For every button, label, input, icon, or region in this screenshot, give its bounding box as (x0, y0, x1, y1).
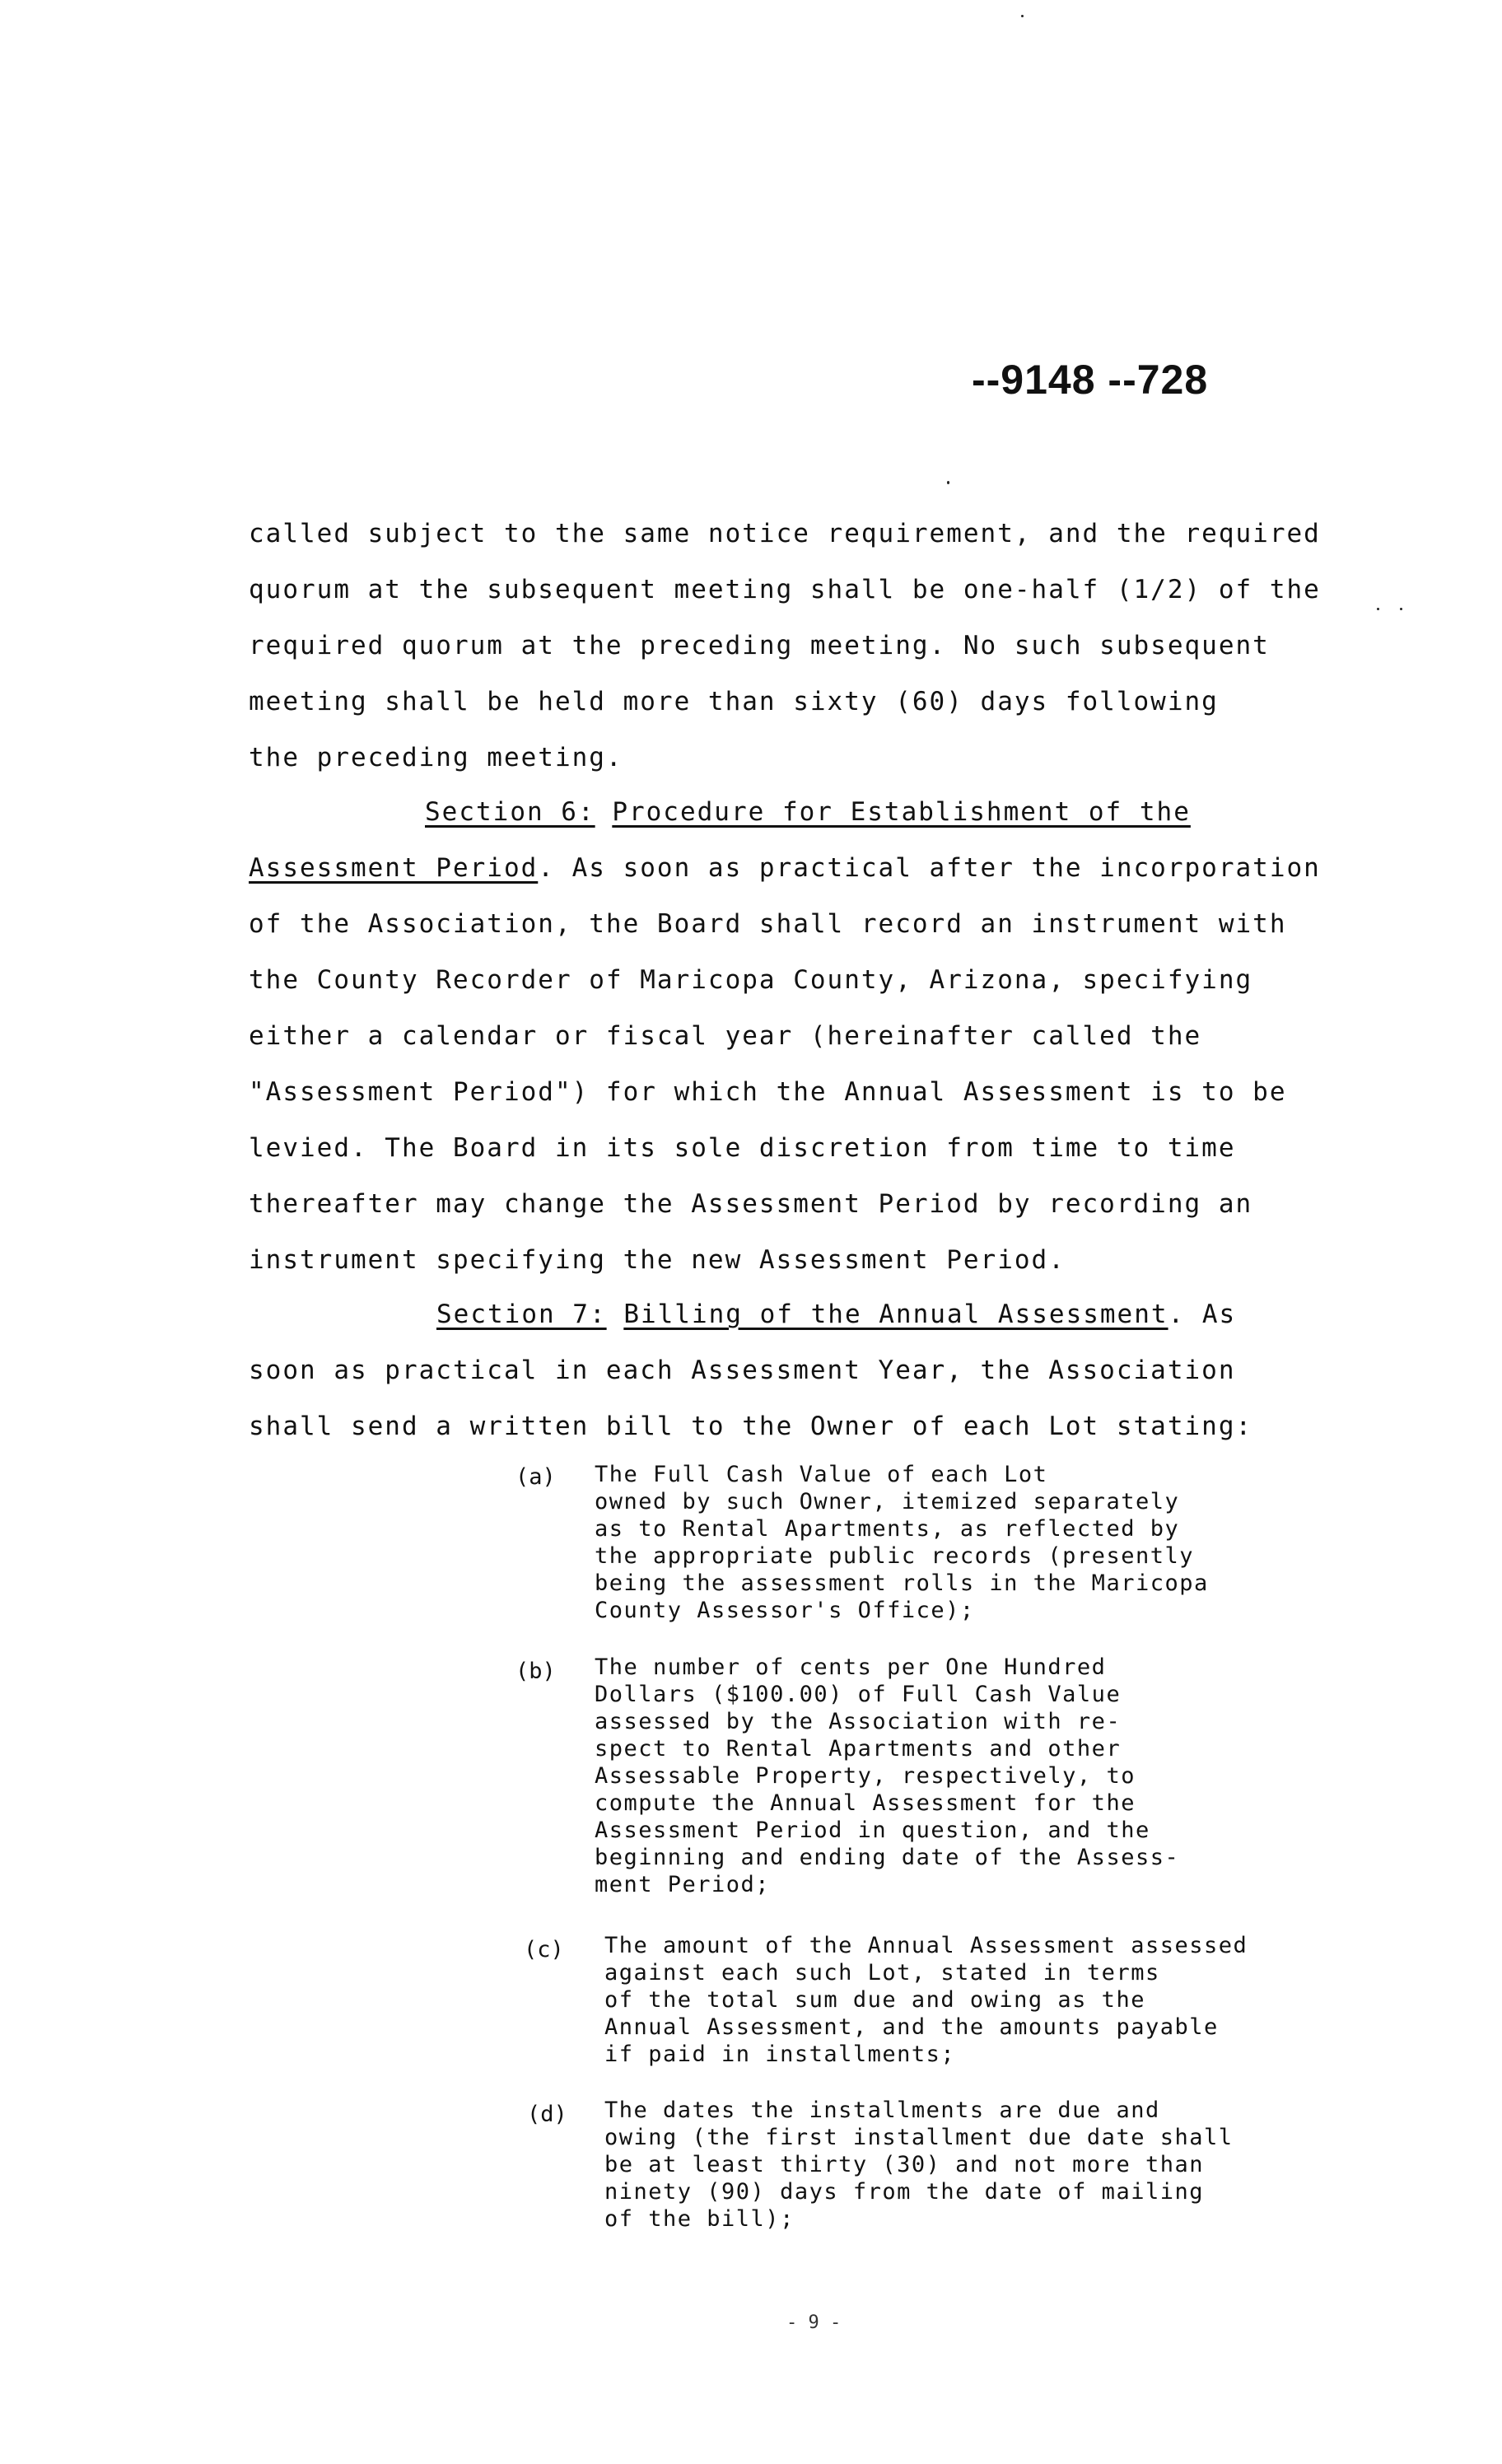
section-6-line: either a calendar or fiscal year (hereinafter called the (249, 1021, 1202, 1051)
item-c-line: Annual Assessment, and the amounts payable (604, 2014, 1219, 2040)
paragraph-line: called subject to the same notice requirement, and the required (249, 519, 1321, 548)
scan-speck (947, 481, 949, 484)
section-7-label: Section 7: (436, 1300, 607, 1329)
item-b-line: ment Period; (595, 1872, 771, 1897)
scan-speck (1021, 15, 1024, 17)
item-c-line: The amount of the Annual Assessment assessed (604, 1933, 1248, 1958)
section-7-heading (436, 1298, 1236, 1331)
item-c-line: if paid in installments; (604, 2042, 956, 2067)
paragraph-line: quorum at the subsequent meeting shall be one-half (1/2) of the (249, 575, 1321, 604)
item-d-line: be at least thirty (30) and not more than (604, 2152, 1204, 2177)
section-6-line: of the Association, the Board shall record an instrument with (249, 909, 1287, 939)
section-6-line: thereafter may change the Assessment Period by recording an (249, 1189, 1253, 1219)
item-c-text (604, 1932, 1248, 2068)
item-b-line: Assessable Property, respectively, to (595, 1763, 1136, 1789)
section-6-line: the County Recorder of Maricopa County, Arizona, specifying (249, 965, 1253, 995)
item-c-label: (c) (524, 1937, 564, 1962)
item-b-line: compute the Annual Assessment for the (595, 1790, 1136, 1816)
section-6-heading (425, 796, 1191, 828)
page-number: - 9 - (786, 2312, 842, 2333)
item-b-line: The number of cents per One Hundred (595, 1654, 1107, 1680)
item-b-line: Assessment Period in question, and the (595, 1818, 1150, 1843)
item-a-line: The Full Cash Value of each Lot (595, 1462, 1048, 1487)
item-a-line: owned by such Owner, itemized separately (595, 1489, 1180, 1514)
item-c-line: of the total sum due and owing as the (604, 1987, 1145, 2013)
item-d-line: The dates the installments are due and (604, 2098, 1160, 2123)
recording-stamp: --9148 --728 (972, 357, 1209, 403)
item-a-line: County Assessor's Office); (595, 1598, 975, 1623)
paragraph-line: meeting shall be held more than sixty (60) days following (249, 687, 1219, 716)
item-a-line: as to Rental Apartments, as reflected by (595, 1516, 1180, 1542)
item-d-line: owing (the first installment due date shall (604, 2125, 1234, 2150)
item-b-line: spect to Rental Apartments and other (595, 1736, 1122, 1762)
item-b-line: assessed by the Association with re- (595, 1709, 1122, 1734)
section-6-line: "Assessment Period") for which the Annual Assessment is to be (249, 1077, 1287, 1107)
section-6-line (249, 852, 1321, 884)
item-c-line: against each such Lot, stated in terms (604, 1960, 1160, 1986)
section-6-title: Procedure for Establishment of the (612, 797, 1191, 827)
item-d-label: (d) (527, 2102, 567, 2127)
item-b-line: Dollars ($100.00) of Full Cash Value (595, 1682, 1122, 1707)
section-7-line: soon as practical in each Assessment Year, the Association (249, 1356, 1236, 1385)
item-b-line: beginning and ending date of the Assess- (595, 1845, 1180, 1870)
section-6-title-continued: Assessment Period (249, 853, 539, 883)
section-6-label: Section 6: (425, 797, 595, 827)
item-a-line: being the assessment rolls in the Maricopa (595, 1570, 1209, 1596)
section-7-heading-rest: . As (1168, 1300, 1237, 1329)
scan-speck (1400, 608, 1402, 610)
section-6-line-text: . As soon as practical after the incorporation (538, 853, 1321, 883)
section-6-line: levied. The Board in its sole discretion from time to time (249, 1133, 1236, 1163)
paragraph-line: the preceding meeting. (249, 743, 623, 772)
item-d-line: of the bill); (604, 2206, 795, 2232)
section-6-line: instrument specifying the new Assessment Period. (249, 1245, 1066, 1275)
item-a-line: the appropriate public records (presently (595, 1543, 1194, 1569)
item-d-line: ninety (90) days from the date of mailing (604, 2179, 1204, 2205)
item-a-text (595, 1461, 1209, 1624)
paragraph-line: required quorum at the preceding meeting. No such subsequent (249, 631, 1270, 660)
section-7-title: Billing of the Annual Assessment (623, 1300, 1168, 1329)
section-7-line: shall send a written bill to the Owner of each Lot stating: (249, 1412, 1253, 1441)
item-b-label: (b) (515, 1659, 556, 1684)
scan-speck (1377, 608, 1379, 610)
item-a-label: (a) (515, 1464, 556, 1490)
item-b-text (595, 1654, 1179, 1898)
item-d-text (604, 2097, 1233, 2233)
